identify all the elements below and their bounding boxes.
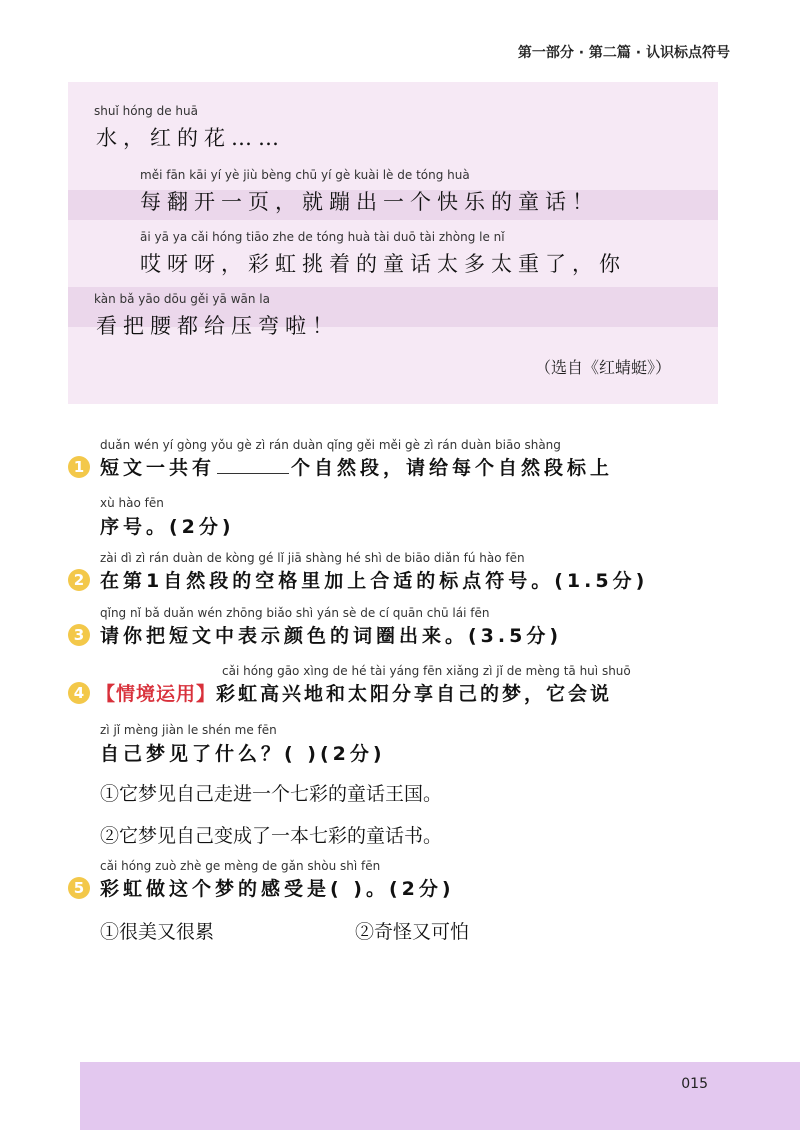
question-number: 2 bbox=[68, 569, 90, 591]
section-header: 第一部分 · 第二篇 · 认识标点符号 bbox=[517, 45, 730, 61]
pinyin-line: xù hào fēn bbox=[100, 496, 164, 510]
question-number: 5 bbox=[68, 877, 90, 899]
passage-line: 哎呀呀，彩虹挑着的童话太多太重了，你 bbox=[140, 252, 626, 276]
context-tag: 【情境运用】 bbox=[96, 683, 217, 705]
question-number: 1 bbox=[68, 456, 90, 478]
pinyin-line: kàn bǎ yāo dōu gěi yā wān la bbox=[94, 292, 270, 306]
pinyin-line: zài dì zì rán duàn de kòng gé lǐ jiā shàng hé shì de biāo diǎn fú hào fēn bbox=[100, 551, 525, 565]
question-text: 在第1自然段的空格里加上合适的标点符号。(1.5分) bbox=[100, 570, 649, 592]
question-number: 4 bbox=[68, 682, 90, 704]
pinyin-line: zì jǐ mèng jiàn le shén me fēn bbox=[100, 723, 277, 737]
pinyin-line: āi yā ya cǎi hóng tiāo zhe de tóng huà tài duō tài zhòng le nǐ bbox=[140, 230, 505, 244]
question-text: 序号。(2分) bbox=[100, 516, 235, 538]
pinyin-line: shuǐ hóng de huā bbox=[94, 104, 198, 118]
footer-band bbox=[80, 1062, 800, 1130]
question-text-part: 个自然段，请给每个自然段标上 bbox=[291, 457, 614, 479]
question-text: 彩虹做这个梦的感受是( )。(2分) bbox=[100, 878, 455, 900]
question-number: 3 bbox=[68, 624, 90, 646]
answer-blank[interactable] bbox=[217, 457, 289, 474]
question-text bbox=[100, 453, 613, 480]
question-text-part: 彩虹高兴地和太阳分享自己的梦，它会说 bbox=[216, 683, 613, 705]
question-text: 请你把短文中表示颜色的词圈出来。(3.5分) bbox=[100, 625, 563, 647]
passage-line: 看把腰都给压弯啦！ bbox=[96, 314, 339, 338]
answer-option[interactable]: ②奇怪又可怕 bbox=[355, 921, 470, 943]
page-number: 015 bbox=[681, 1076, 708, 1092]
pinyin-line: qǐng nǐ bǎ duǎn wén zhōng biǎo shì yán sè de cí quān chū lái fēn bbox=[100, 606, 490, 620]
pinyin-line: měi fān kāi yí yè jiù bèng chū yí gè kuài lè de tóng huà bbox=[140, 168, 470, 182]
answer-option[interactable]: ①很美又很累 bbox=[100, 921, 215, 943]
pinyin-line: duǎn wén yí gòng yǒu gè zì rán duàn qǐng gěi měi gè zì rán duàn biāo shàng bbox=[100, 438, 561, 452]
pinyin-line: cǎi hóng gāo xìng de hé tài yáng fēn xiǎng zì jǐ de mèng tā huì shuō bbox=[222, 664, 631, 678]
pinyin-line: cǎi hóng zuò zhè ge mèng de gǎn shòu shì fēn bbox=[100, 859, 381, 873]
passage-line: 水，红的花…… bbox=[96, 126, 285, 150]
answer-option[interactable]: ②它梦见自己变成了一本七彩的童话书。 bbox=[100, 825, 443, 847]
question-text-part: 短文一共有 bbox=[100, 457, 216, 479]
source-citation: （选自《红蜻蜓》） bbox=[535, 358, 672, 377]
passage-line: 每翻开一页，就蹦出一个快乐的童话！ bbox=[140, 190, 599, 214]
answer-option[interactable]: ①它梦见自己走进一个七彩的童话王国。 bbox=[100, 783, 443, 805]
question-text: 自己梦见了什么？( )(2分) bbox=[100, 743, 386, 765]
question-text bbox=[96, 679, 612, 706]
